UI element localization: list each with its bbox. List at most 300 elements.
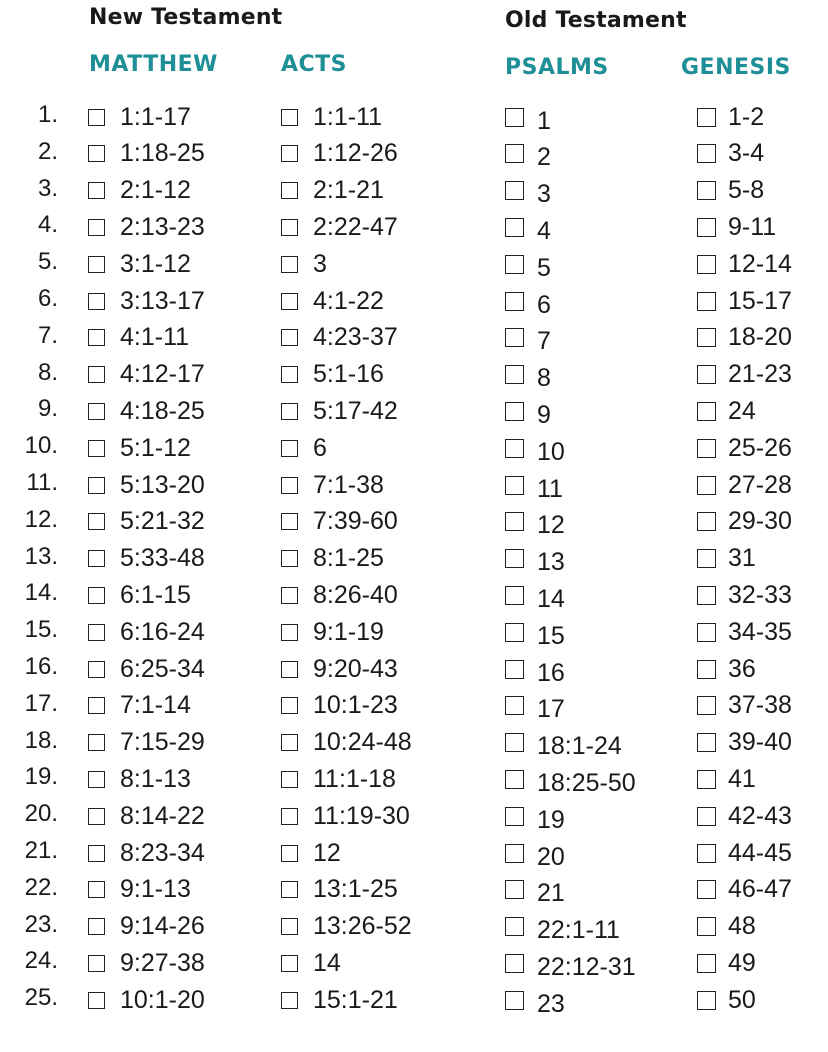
genesis-reading	[697, 323, 792, 353]
reading-row	[0, 137, 828, 173]
matthew-checkbox[interactable]	[88, 771, 105, 788]
genesis-reading	[697, 249, 792, 279]
psalms-checkbox[interactable]	[505, 770, 524, 789]
acts-reading	[281, 654, 398, 684]
matthew-checkbox[interactable]	[88, 661, 105, 678]
psalms-checkbox[interactable]	[505, 917, 524, 936]
genesis-checkbox[interactable]	[697, 549, 716, 568]
genesis-checkbox[interactable]	[697, 660, 716, 679]
matthew-checkbox[interactable]	[88, 477, 105, 494]
psalms-reading	[505, 948, 636, 981]
matthew-passage: 2:13-23	[120, 212, 205, 241]
matthew-checkbox[interactable]	[88, 881, 105, 898]
matthew-passage: 9:1-13	[120, 875, 191, 904]
matthew-passage: 9:14-26	[120, 912, 205, 941]
genesis-passage: 39-40	[728, 728, 792, 757]
matthew-passage: 5:1-12	[120, 433, 191, 462]
matthew-checkbox[interactable]	[88, 918, 105, 935]
acts-passage: 8:26-40	[313, 580, 398, 609]
day-number: 22.	[24, 873, 58, 901]
matthew-checkbox[interactable]	[88, 293, 105, 310]
day-number: 11.	[26, 469, 58, 496]
acts-reading	[281, 580, 398, 610]
genesis-checkbox[interactable]	[697, 880, 716, 899]
day-number: 24.	[24, 947, 58, 975]
reading-row	[0, 873, 828, 909]
genesis-reading	[697, 176, 764, 206]
acts-checkbox[interactable]	[281, 477, 298, 494]
genesis-reading	[697, 912, 756, 942]
genesis-passage: 31	[728, 544, 756, 573]
genesis-reading	[697, 801, 792, 831]
day-number: 15.	[24, 616, 58, 644]
psalms-reading	[505, 139, 551, 172]
psalms-passage: 19	[537, 805, 565, 834]
psalms-passage: 14	[537, 584, 565, 613]
psalms-reading	[505, 875, 565, 908]
acts-checkbox[interactable]	[281, 366, 298, 383]
psalms-checkbox[interactable]	[505, 218, 524, 237]
genesis-reading	[697, 728, 792, 758]
acts-reading	[281, 139, 398, 169]
genesis-checkbox[interactable]	[697, 696, 716, 715]
matthew-reading	[88, 912, 205, 942]
acts-passage: 13:1-25	[313, 875, 398, 904]
psalms-checkbox[interactable]	[505, 586, 524, 605]
psalms-reading	[505, 470, 563, 503]
matthew-checkbox[interactable]	[88, 366, 105, 383]
genesis-passage: 41	[728, 764, 756, 793]
acts-passage: 2:1-21	[313, 176, 384, 205]
matthew-passage: 4:12-17	[120, 360, 205, 389]
acts-passage: 7:1-38	[313, 470, 384, 499]
psalms-reading	[505, 507, 565, 540]
day-number: 16.	[24, 653, 58, 680]
reading-row	[0, 321, 828, 357]
reading-row	[0, 505, 828, 541]
matthew-checkbox[interactable]	[88, 182, 105, 199]
genesis-passage: 29-30	[728, 507, 792, 536]
psalms-reading	[505, 249, 551, 282]
acts-passage: 9:1-19	[313, 617, 384, 646]
psalms-reading	[505, 176, 551, 209]
day-number: 3.	[37, 174, 58, 202]
acts-checkbox[interactable]	[281, 329, 298, 346]
genesis-checkbox[interactable]	[697, 365, 716, 384]
psalms-checkbox[interactable]	[505, 844, 524, 863]
genesis-checkbox[interactable]	[697, 181, 716, 200]
matthew-checkbox[interactable]	[88, 256, 105, 273]
acts-passage: 2:22-47	[313, 212, 398, 241]
psalms-passage: 5	[537, 253, 551, 282]
genesis-checkbox[interactable]	[697, 144, 716, 163]
acts-reading	[281, 176, 384, 206]
acts-reading	[281, 249, 327, 279]
reading-row	[0, 836, 828, 872]
genesis-passage: 44-45	[728, 838, 792, 867]
genesis-checkbox[interactable]	[697, 328, 716, 347]
genesis-reading	[697, 433, 792, 463]
acts-passage: 4:23-37	[313, 323, 398, 352]
new-testament-heading: New Testament	[89, 5, 283, 30]
psalms-reading	[505, 433, 565, 466]
matthew-checkbox[interactable]	[88, 403, 105, 420]
day-number: 23.	[24, 910, 58, 938]
genesis-checkbox[interactable]	[697, 770, 716, 789]
reading-row	[0, 689, 828, 725]
psalms-passage: 7	[537, 327, 551, 356]
psalms-checkbox[interactable]	[505, 991, 524, 1010]
acts-reading	[281, 507, 398, 537]
acts-reading	[281, 102, 382, 132]
acts-passage: 15:1-21	[313, 985, 398, 1014]
acts-passage: 1:1-11	[313, 102, 383, 131]
genesis-checkbox[interactable]	[697, 586, 716, 605]
genesis-checkbox[interactable]	[697, 512, 716, 531]
matthew-checkbox[interactable]	[88, 550, 105, 567]
day-number: 2.	[37, 137, 58, 165]
acts-passage: 13:26-52	[313, 912, 412, 941]
acts-reading	[281, 838, 341, 868]
genesis-reading	[697, 544, 756, 574]
matthew-passage: 8:23-34	[120, 838, 205, 867]
reading-row	[0, 726, 828, 762]
psalms-checkbox[interactable]	[505, 880, 524, 899]
genesis-passage: 34-35	[728, 617, 792, 646]
acts-checkbox[interactable]	[281, 293, 298, 310]
acts-checkbox[interactable]	[281, 734, 298, 751]
genesis-reading	[697, 102, 764, 132]
genesis-passage: 36	[728, 654, 756, 683]
matthew-reading	[88, 617, 205, 647]
matthew-passage: 10:1-20	[120, 985, 205, 1014]
genesis-checkbox[interactable]	[697, 218, 716, 237]
acts-reading	[281, 470, 384, 500]
acts-passage: 9:20-43	[313, 654, 398, 683]
acts-passage: 4:1-22	[313, 286, 384, 315]
acts-heading: ACTS	[281, 52, 348, 77]
psalms-reading	[505, 617, 565, 650]
matthew-reading	[88, 691, 191, 721]
matthew-reading	[88, 470, 205, 500]
reading-row	[0, 100, 828, 136]
genesis-checkbox[interactable]	[697, 917, 716, 936]
acts-passage: 1:12-26	[313, 139, 398, 168]
matthew-passage: 5:21-32	[120, 507, 205, 536]
day-number: 20.	[24, 800, 58, 828]
genesis-checkbox[interactable]	[697, 476, 716, 495]
psalms-passage: 21	[537, 879, 565, 908]
psalms-reading	[505, 360, 551, 393]
matthew-reading	[88, 323, 189, 353]
matthew-checkbox[interactable]	[88, 808, 105, 825]
acts-checkbox[interactable]	[281, 624, 298, 641]
genesis-passage: 15-17	[728, 286, 792, 315]
psalms-passage: 8	[537, 364, 551, 393]
acts-checkbox[interactable]	[281, 513, 298, 530]
genesis-passage: 9-11	[728, 212, 777, 241]
acts-reading	[281, 212, 398, 242]
genesis-checkbox[interactable]	[697, 844, 716, 863]
matthew-checkbox[interactable]	[88, 734, 105, 751]
matthew-passage: 3:1-12	[120, 249, 191, 278]
psalms-reading	[505, 691, 565, 724]
acts-reading	[281, 544, 384, 574]
old-testament-heading: Old Testament	[505, 8, 687, 33]
acts-reading	[281, 801, 410, 831]
reading-row	[0, 578, 828, 614]
acts-checkbox[interactable]	[281, 403, 298, 420]
psalms-reading	[505, 544, 565, 577]
psalms-checkbox[interactable]	[505, 402, 524, 421]
psalms-passage: 16	[537, 658, 565, 687]
acts-reading	[281, 433, 327, 463]
acts-reading	[281, 396, 398, 426]
matthew-reading	[88, 286, 205, 316]
psalms-checkbox[interactable]	[505, 512, 524, 531]
genesis-passage: 21-23	[728, 360, 792, 389]
day-number: 8.	[37, 358, 58, 386]
acts-reading	[281, 728, 412, 758]
matthew-checkbox[interactable]	[88, 109, 105, 126]
matthew-reading	[88, 360, 205, 390]
matthew-reading	[88, 801, 205, 831]
genesis-passage: 46-47	[728, 875, 792, 904]
matthew-passage: 6:25-34	[120, 654, 205, 683]
matthew-checkbox[interactable]	[88, 697, 105, 714]
matthew-checkbox[interactable]	[88, 440, 105, 457]
matthew-reading	[88, 948, 205, 978]
acts-checkbox[interactable]	[281, 587, 298, 604]
genesis-checkbox[interactable]	[697, 402, 716, 421]
psalms-passage: 6	[537, 290, 551, 319]
matthew-checkbox[interactable]	[88, 845, 105, 862]
day-number: 10.	[24, 432, 58, 460]
acts-checkbox[interactable]	[281, 661, 298, 678]
genesis-checkbox[interactable]	[697, 292, 716, 311]
acts-reading	[281, 360, 384, 390]
matthew-passage: 5:33-48	[120, 544, 205, 573]
psalms-reading	[505, 102, 551, 135]
genesis-passage: 49	[728, 948, 756, 977]
day-number: 17.	[24, 689, 58, 717]
reading-row	[0, 394, 828, 430]
psalms-passage: 10	[537, 437, 565, 466]
matthew-reading	[88, 433, 191, 463]
genesis-reading	[697, 360, 792, 390]
matthew-heading: MATTHEW	[89, 52, 218, 77]
genesis-reading	[697, 139, 764, 169]
matthew-passage: 8:1-13	[120, 764, 191, 793]
day-number: 18.	[24, 726, 58, 754]
acts-checkbox[interactable]	[281, 256, 298, 273]
psalms-passage: 12	[537, 511, 565, 540]
genesis-passage: 37-38	[728, 691, 792, 720]
psalms-checkbox[interactable]	[505, 549, 524, 568]
psalms-checkbox[interactable]	[505, 181, 524, 200]
acts-checkbox[interactable]	[281, 550, 298, 567]
matthew-passage: 2:1-12	[120, 176, 191, 205]
psalms-checkbox[interactable]	[505, 696, 524, 715]
genesis-reading	[697, 948, 756, 978]
matthew-reading	[88, 249, 191, 279]
acts-checkbox[interactable]	[281, 440, 298, 457]
genesis-reading	[697, 838, 792, 868]
acts-checkbox[interactable]	[281, 881, 298, 898]
psalms-reading	[505, 838, 565, 871]
matthew-reading	[88, 507, 205, 537]
acts-checkbox[interactable]	[281, 808, 298, 825]
day-number: 14.	[24, 579, 58, 607]
matthew-passage: 6:16-24	[120, 617, 205, 646]
psalms-checkbox[interactable]	[505, 733, 524, 752]
acts-checkbox[interactable]	[281, 845, 298, 862]
psalms-passage: 11	[537, 474, 563, 503]
genesis-passage: 32-33	[728, 580, 792, 609]
genesis-checkbox[interactable]	[697, 623, 716, 642]
psalms-passage: 18:25-50	[537, 768, 636, 797]
matthew-passage: 3:13-17	[120, 286, 205, 315]
acts-passage: 7:39-60	[313, 507, 398, 536]
acts-reading	[281, 323, 398, 353]
genesis-checkbox[interactable]	[697, 733, 716, 752]
matthew-reading	[88, 764, 191, 794]
acts-passage: 11:1-18	[313, 764, 396, 793]
matthew-checkbox[interactable]	[88, 513, 105, 530]
genesis-passage: 3-4	[728, 139, 765, 168]
acts-passage: 10:1-23	[313, 691, 398, 720]
genesis-heading: GENESIS	[681, 55, 791, 80]
psalms-passage: 1	[537, 106, 551, 135]
genesis-checkbox[interactable]	[697, 807, 716, 826]
genesis-reading	[697, 654, 756, 684]
reading-row	[0, 174, 828, 210]
matthew-reading	[88, 838, 205, 868]
psalms-reading	[505, 286, 551, 319]
acts-checkbox[interactable]	[281, 182, 298, 199]
psalms-passage: 15	[537, 621, 565, 650]
matthew-checkbox[interactable]	[88, 955, 105, 972]
matthew-passage: 4:18-25	[120, 396, 205, 425]
matthew-passage: 1:18-25	[120, 139, 205, 168]
psalms-checkbox[interactable]	[505, 807, 524, 826]
matthew-checkbox[interactable]	[88, 329, 105, 346]
psalms-passage: 13	[537, 548, 565, 577]
psalms-checkbox[interactable]	[505, 144, 524, 163]
matthew-passage: 7:15-29	[120, 728, 205, 757]
acts-passage: 5:17-42	[313, 396, 398, 425]
matthew-reading	[88, 728, 205, 758]
acts-checkbox[interactable]	[281, 771, 298, 788]
matthew-passage: 6:1-15	[120, 580, 191, 609]
genesis-checkbox[interactable]	[697, 954, 716, 973]
psalms-checkbox[interactable]	[505, 328, 524, 347]
genesis-passage: 42-43	[728, 801, 792, 830]
matthew-passage: 5:13-20	[120, 470, 205, 499]
genesis-reading	[697, 470, 792, 500]
acts-reading	[281, 691, 398, 721]
psalms-reading	[505, 912, 620, 945]
matthew-reading	[88, 212, 205, 242]
acts-passage: 3	[313, 249, 327, 278]
genesis-reading	[697, 580, 792, 610]
acts-checkbox[interactable]	[281, 145, 298, 162]
psalms-passage: 4	[537, 216, 551, 245]
matthew-passage: 9:27-38	[120, 948, 205, 977]
matthew-checkbox[interactable]	[88, 145, 105, 162]
psalms-checkbox[interactable]	[505, 439, 524, 458]
psalms-reading	[505, 580, 565, 613]
genesis-reading	[697, 212, 776, 242]
psalms-checkbox[interactable]	[505, 108, 524, 127]
genesis-checkbox[interactable]	[697, 255, 716, 274]
psalms-checkbox[interactable]	[505, 255, 524, 274]
genesis-checkbox[interactable]	[697, 108, 716, 127]
day-number: 21.	[24, 837, 58, 864]
genesis-checkbox[interactable]	[697, 439, 716, 458]
matthew-checkbox[interactable]	[88, 992, 105, 1009]
day-number: 12.	[24, 505, 58, 533]
psalms-checkbox[interactable]	[505, 623, 524, 642]
matthew-reading	[88, 875, 191, 905]
reading-row	[0, 946, 828, 982]
genesis-passage: 18-20	[728, 323, 792, 352]
matthew-checkbox[interactable]	[88, 624, 105, 641]
acts-checkbox[interactable]	[281, 109, 298, 126]
psalms-passage: 2	[537, 143, 551, 172]
psalms-reading	[505, 396, 551, 429]
acts-checkbox[interactable]	[281, 918, 298, 935]
reading-row	[0, 910, 828, 946]
psalms-passage: 3	[537, 180, 551, 209]
psalms-passage: 9	[537, 400, 551, 429]
psalms-checkbox[interactable]	[505, 954, 524, 973]
genesis-reading	[697, 691, 792, 721]
acts-checkbox[interactable]	[281, 219, 298, 236]
psalms-checkbox[interactable]	[505, 292, 524, 311]
reading-row	[0, 542, 828, 578]
genesis-reading	[697, 617, 792, 647]
genesis-passage: 1-2	[728, 102, 765, 131]
acts-passage: 5:1-16	[313, 360, 384, 389]
psalms-checkbox[interactable]	[505, 365, 524, 384]
reading-row	[0, 615, 828, 651]
acts-checkbox[interactable]	[281, 992, 298, 1009]
genesis-reading	[697, 286, 792, 316]
genesis-checkbox[interactable]	[697, 991, 716, 1010]
matthew-reading	[88, 176, 191, 206]
psalms-heading: PSALMS	[505, 55, 609, 80]
psalms-checkbox[interactable]	[505, 660, 524, 679]
matthew-passage: 1:1-17	[120, 102, 191, 131]
matthew-checkbox[interactable]	[88, 219, 105, 236]
matthew-passage: 4:1-11	[120, 323, 190, 352]
matthew-checkbox[interactable]	[88, 587, 105, 604]
reading-row	[0, 652, 828, 688]
psalms-checkbox[interactable]	[505, 476, 524, 495]
acts-checkbox[interactable]	[281, 697, 298, 714]
day-number: 1.	[37, 101, 58, 128]
genesis-passage: 25-26	[728, 433, 792, 462]
genesis-passage: 27-28	[728, 470, 792, 499]
psalms-passage: 17	[537, 695, 565, 724]
matthew-reading	[88, 580, 191, 610]
day-number: 25.	[24, 984, 58, 1012]
reading-row	[0, 284, 828, 320]
matthew-passage: 7:1-14	[120, 691, 191, 720]
psalms-reading	[505, 323, 551, 356]
acts-checkbox[interactable]	[281, 955, 298, 972]
